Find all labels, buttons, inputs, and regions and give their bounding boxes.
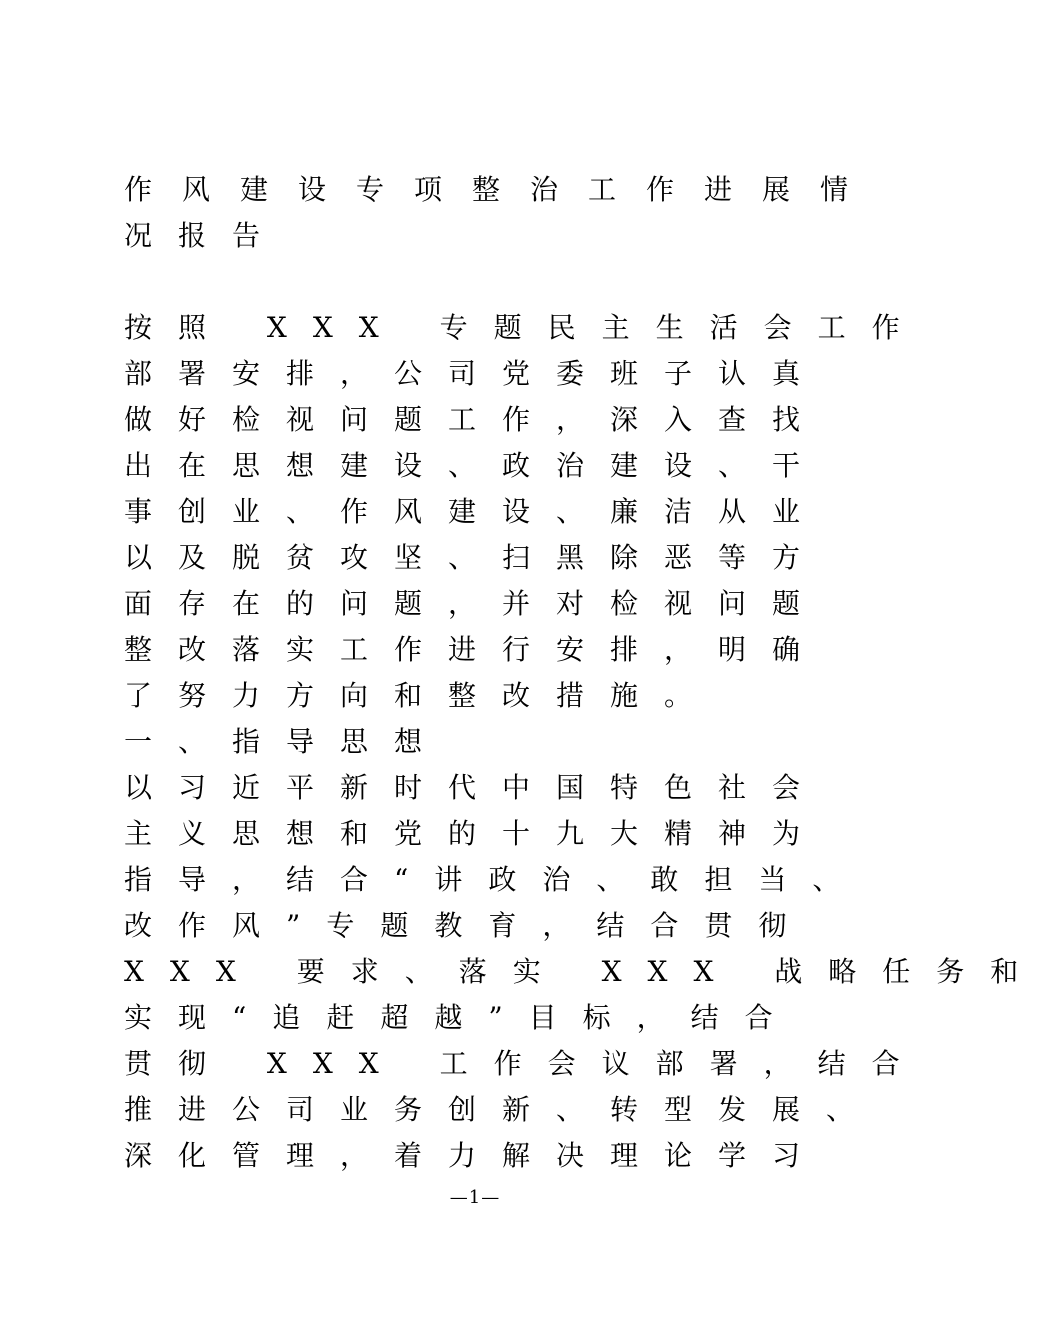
document-title-line-1: 作风建设专项整治工作进展情 [124,173,879,206]
body-line-5: 事创业、作风建设、廉洁从业 [124,495,827,528]
body-line-9: 了努力方向和整改措施。 [124,679,719,712]
body-line-6: 以及脱贫攻坚、扫黑除恶等方 [124,541,827,574]
body-line-3: 做好检视问题工作，深入查找 [124,403,827,436]
body-line-7: 面存在的问题，并对检视问题 [124,587,827,620]
page-number: —1— [449,1187,501,1208]
body-line-15: XXX 要求、落实 XXX 战略任务和 [124,955,1044,988]
body-line-2: 部署安排，公司党委班子认真 [124,357,827,390]
body-line-1: 按照 XXX 专题民主生活会工作 [124,311,926,344]
body-line-19: 深化管理，着力解决理论学习 [124,1139,827,1172]
body-line-8: 整改落实工作进行安排，明确 [124,633,827,666]
body-line-18: 推进公司业务创新、转型发展、 [124,1093,881,1126]
body-line-12: 主义思想和党的十九大精神为 [124,817,827,850]
body-line-4: 出在思想建设、政治建设、干 [124,449,827,482]
body-line-13: 指导，结合“讲政治、敢担当、 [124,863,867,896]
body-line-14: 改作风”专题教育，结合贯彻 [124,909,813,942]
document-title-line-2: 况报告 [124,219,287,252]
body-line-17: 贯彻 XXX 工作会议部署，结合 [124,1047,926,1080]
body-line-16: 实现“追赶超越”目标，结合 [124,1001,799,1034]
section-heading: 一、指导思想 [124,725,449,758]
body-line-11: 以习近平新时代中国特色社会 [124,771,827,804]
